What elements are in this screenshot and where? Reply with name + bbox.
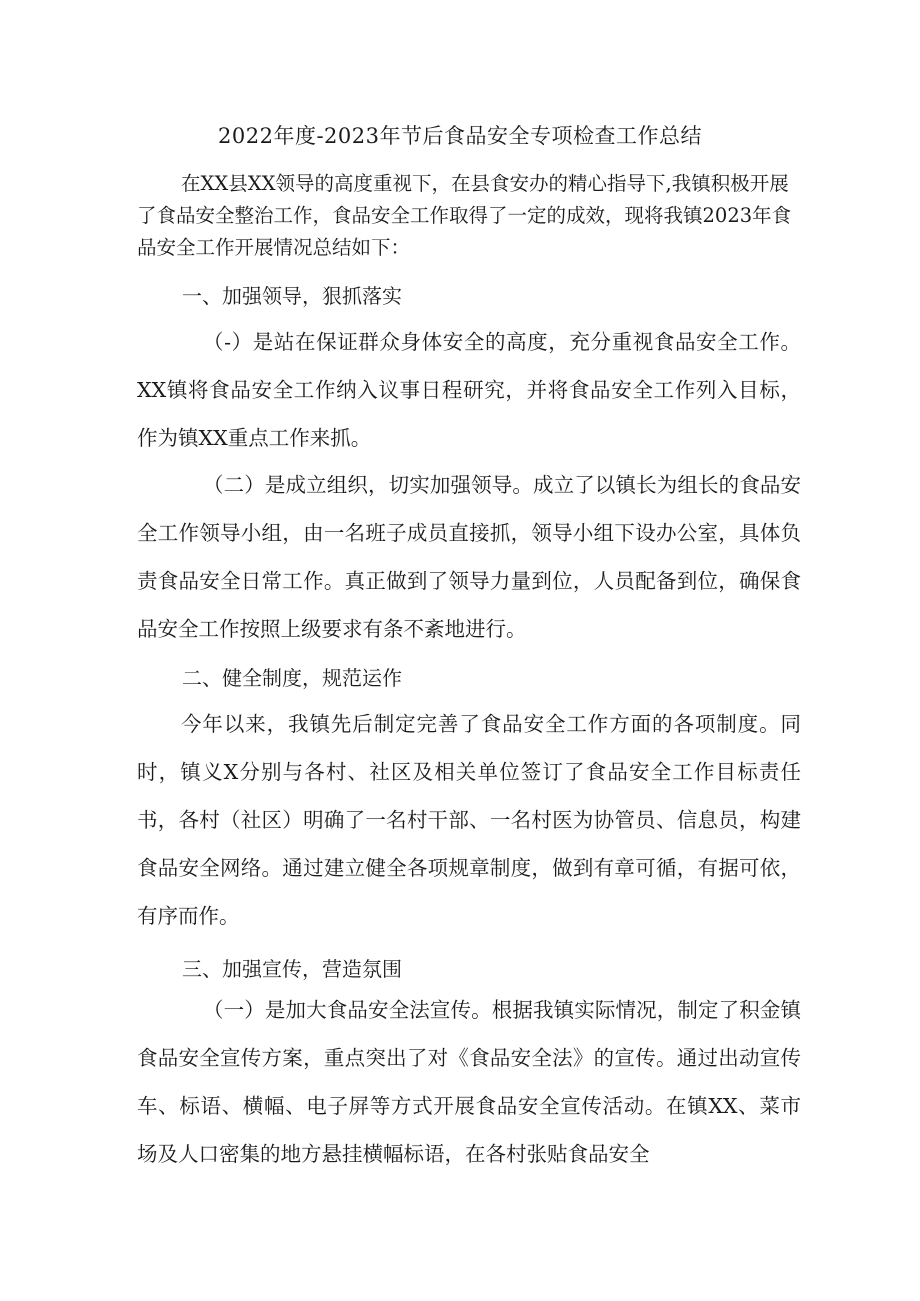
section1-paragraph-2: （二）是成立组织，切实加强领导。成立了以镇长为组长的食品安全工作领导小组，由一名班子成员直接抓，领导小组下设办公室，具体负责食品安全日常工作。真正做到了领导力量到位，人员配备到位，确保食品安全工作按照上级要求有条不紊地进行。	[137, 473, 801, 641]
section-heading-1: 一、加强领导，狠抓落实	[182, 284, 402, 308]
intro-paragraph: 在XX县XX领导的高度重视下，在县食安办的精心指导下,我镇积极开展了食品安全整治工作，食品安全工作取得了一定的成效，现将我镇2023年食品安全工作开展情况总结如下：	[137, 172, 792, 259]
section2-paragraph-1: 今年以来，我镇先后制定完善了食品安全工作方面的各项制度。同时，镇义X分别与各村、社区及相关单位签订了食品安全工作目标责任书，各村（社区）明确了一名村干部、一名村医为协管员、信息员，构建食品安全网络。通过建立健全各项规章制度，做到有章可循，有据可依，有序而作。	[137, 712, 801, 928]
section-heading-3: 三、加强宣传，营造氛围	[182, 957, 402, 981]
section-heading-2: 二、健全制度，规范运作	[182, 666, 402, 690]
section1-paragraph-1: （-）是站在保证群众身体安全的高度，充分重视食品安全工作。XX镇将食品安全工作纳入议事日程研究，并将食品安全工作列入目标，作为镇XX重点工作来抓。	[137, 330, 801, 450]
section3-paragraph-1: （一）是加大食品安全法宣传。根据我镇实际情况，制定了积金镇食品安全宣传方案，重点突出了对《食品安全法》的宣传。通过出动宣传车、标语、横幅、电子屏等方式开展食品安全宣传活动。在镇XX、菜市场及人口密集的地方悬挂横幅标语，在各村张贴食品安全	[137, 998, 801, 1166]
document-title: 2022年度-2023年节后食品安全专项检查工作总结	[218, 124, 702, 148]
